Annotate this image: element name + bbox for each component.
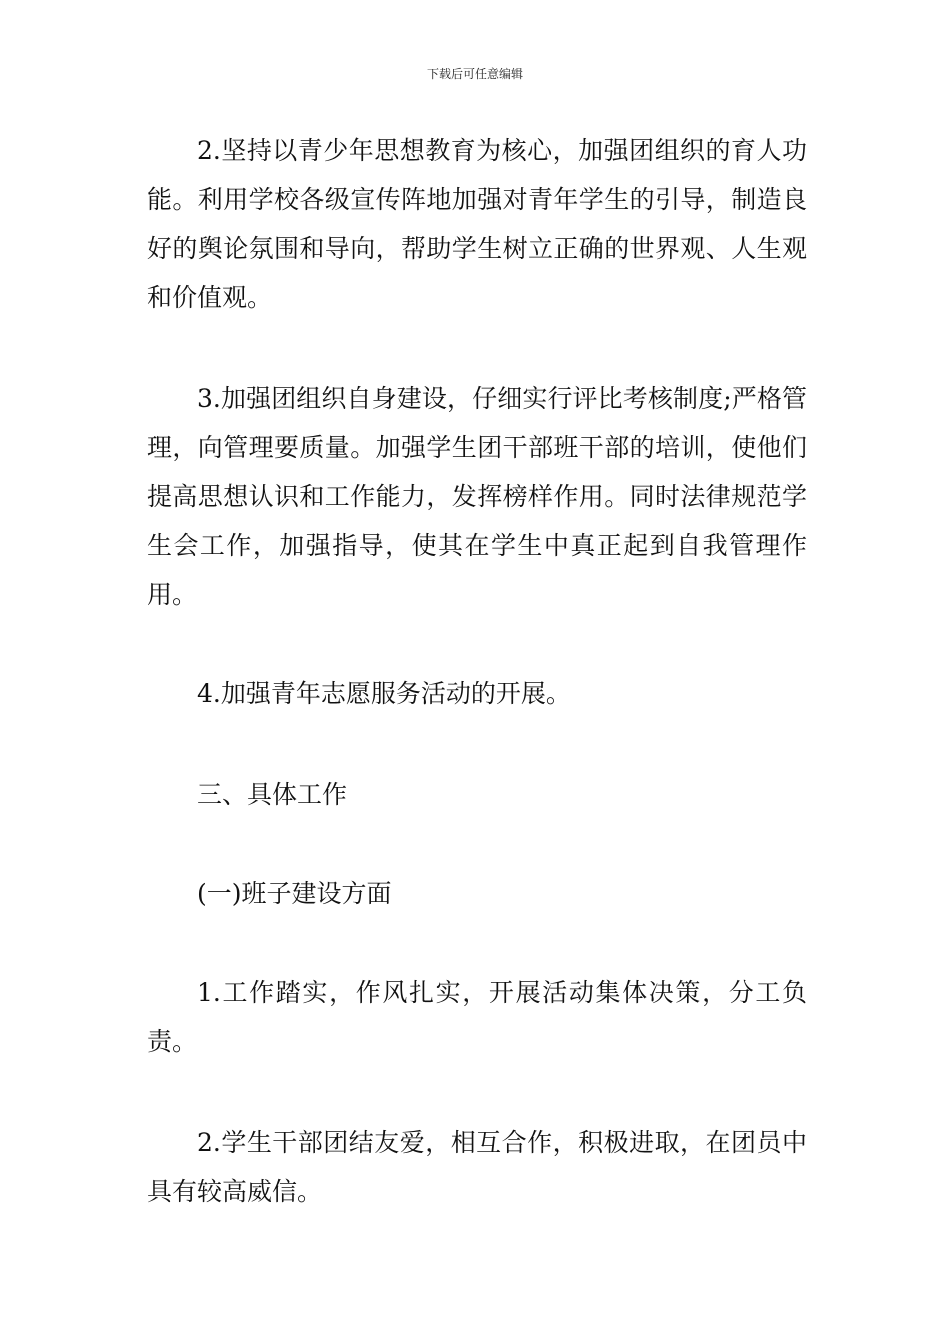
paragraph-item-2-core-education: 2.坚持以青少年思想教育为核心，加强团组织的育人功能。利用学校各级宣传阵地加强对青年学生的引导，制造良好的舆论氛围和导向，帮助学生树立正确的世界观、人生观和价值观。 [147, 136, 807, 312]
paragraph-item-1-work-style: 1.工作踏实，作风扎实，开展活动集体决策，分工负责。 [147, 978, 807, 1056]
paragraph-item-3-organization-building: 3.加强团组织自身建设，仔细实行评比考核制度;严格管理，向管理要质量。加强学生团干部班干部的培训，使他们提高思想认识和工作能力，发挥榜样作用。同时法律规范学生会工作，加强指导，使其在学生中真正起到自我管理作用。 [147, 384, 807, 609]
paragraph-item-4-volunteer-service: 4.加强青年志愿服务活动的开展。 [197, 679, 571, 708]
subsection-heading-team-building: (一)班子建设方面 [197, 879, 392, 908]
document-body [147, 126, 807, 1216]
paragraph-item-2-student-cadres: 2.学生干部团结友爱，相互合作，积极进取，在团员中具有较高威信。 [147, 1128, 807, 1206]
header-note: 下载后可任意编辑 [426, 67, 523, 81]
section-heading-specific-work: 三、具体工作 [197, 780, 348, 809]
